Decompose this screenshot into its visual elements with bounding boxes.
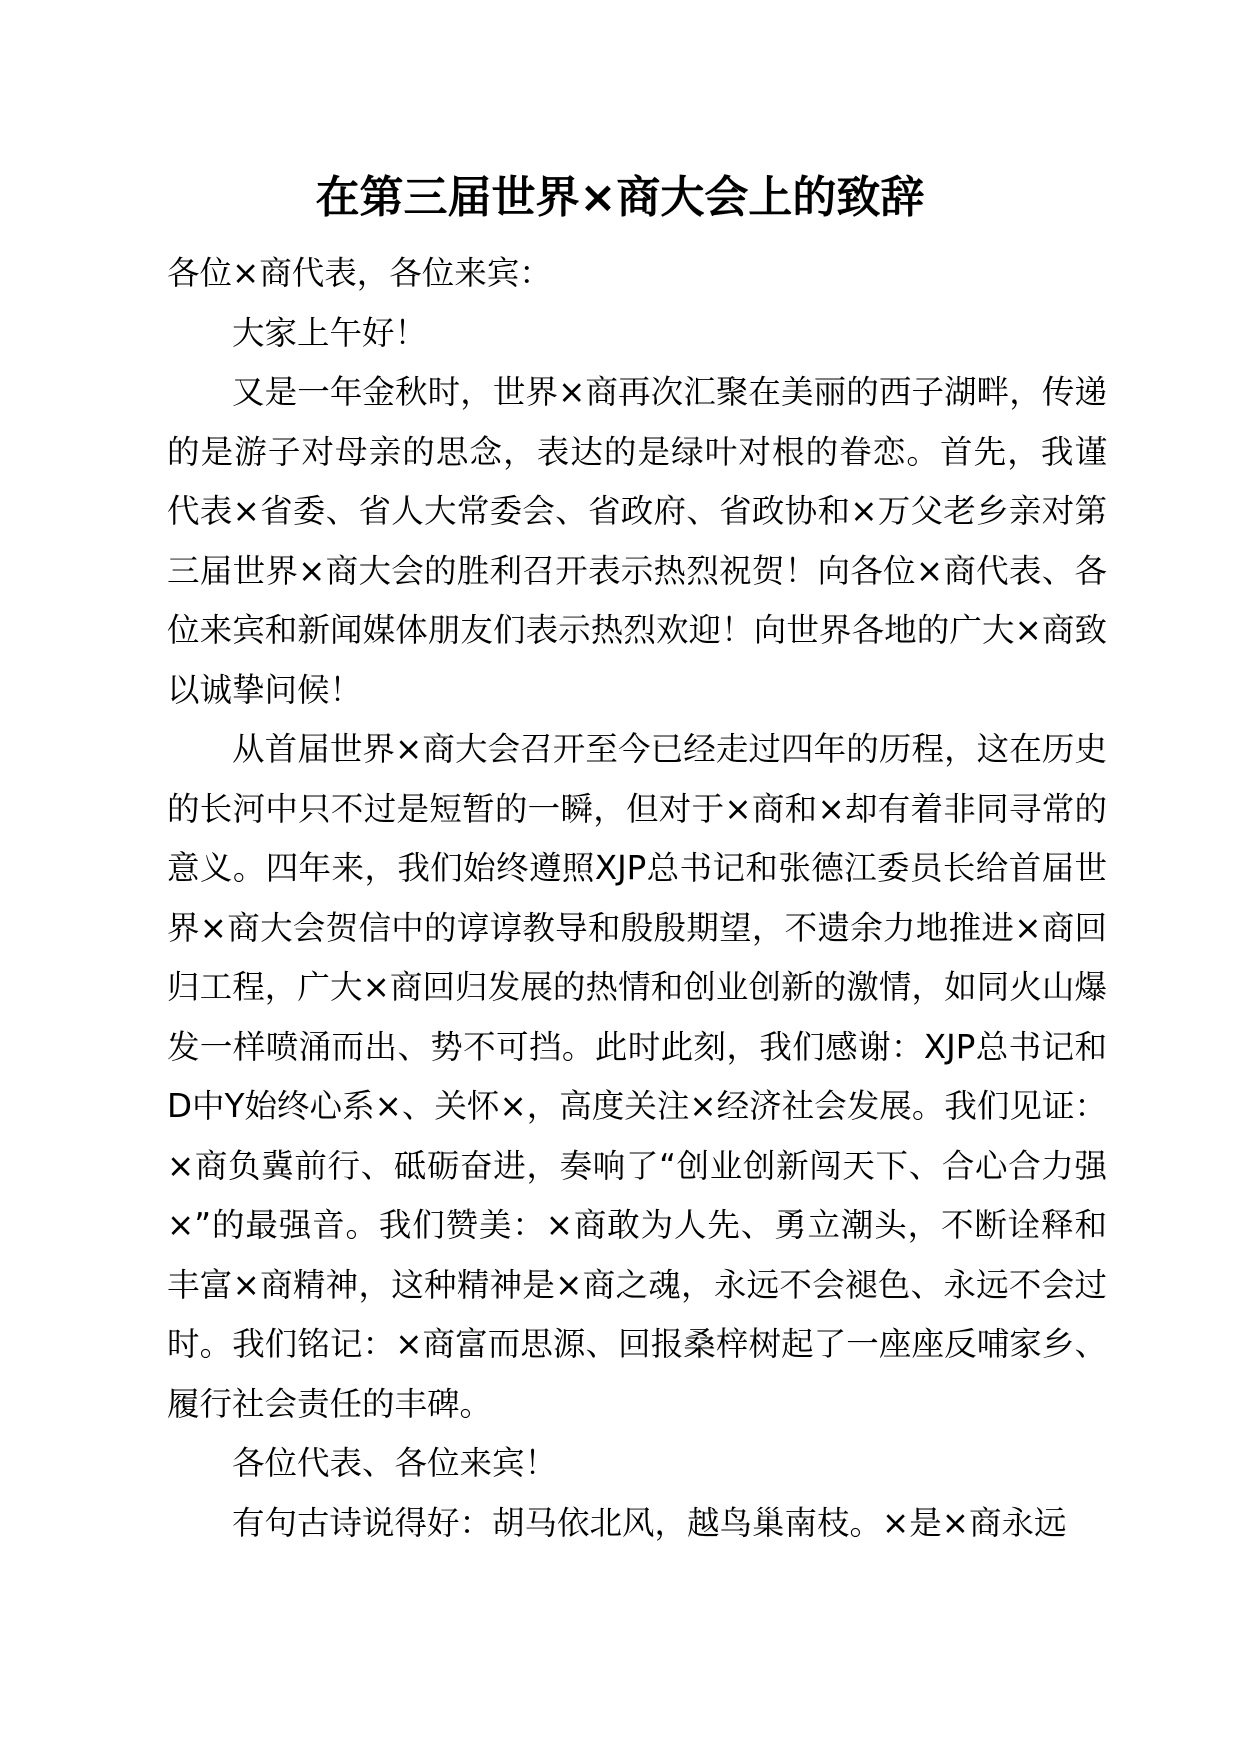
paragraph-opening: 又是一年金秋时，世界×商再次汇聚在美丽的西子湖畔，传递的是游子对母亲的思念，表达的是绿叶对根的眷恋。首先，我谨代表×省委、省人大常委会、省政府、省政协和×万父老乡亲对第三届世界×商大会的胜利召开表示热烈祝贺！向各位×商代表、各位来宾和新闻媒体朋友们表示热烈欢迎！向世界各地的广大×商致以诚挚问候！: [167, 373, 1107, 709]
page-title: 在第三届世界×商大会上的致辞: [315, 172, 925, 223]
salutation: 各位×商代表，各位来宾：: [167, 254, 552, 292]
paragraph-poem: 有句古诗说得好：胡马依北风，越鸟巢南枝。×是×商永远: [232, 1503, 1067, 1542]
paragraph-greeting: 大家上午好！: [232, 313, 428, 352]
paragraph-address: 各位代表、各位来宾！: [232, 1444, 558, 1482]
paragraph-history: 从首届世界×商大会召开至今已经走过四年的历程，这在历史的长河中只不过是短暂的一瞬，但对于×商和×却有着非同寻常的意义。四年来，我们始终遵照XJP总书记和张德江委员长给首届世界×商大会贺信中的谆谆教导和殷殷期望，不遗余力地推进×商回归工程，广大×商回归发展的热情和创业创新的激情，如同火山爆发一样喷涌而出、势不可挡。此时此刻，我们感谢：XJP总书记和D中Y始终心系×、关怀×，高度关注×经济社会发展。我们见证：×商负冀前行、砥砺奋进，奏响了“创业创新闯天下、合心合力强×”的最强音。我们赞美：×商敢为人先、勇立潮头，不断诠释和丰富×商精神，这种精神是×商之魂，永远不会褪色、永远不会过时。我们铭记：×商富而思源、回报桑梓树起了一座座反哺家乡、履行社会责任的丰碑。: [167, 730, 1107, 1423]
document-body: [167, 244, 1107, 1553]
